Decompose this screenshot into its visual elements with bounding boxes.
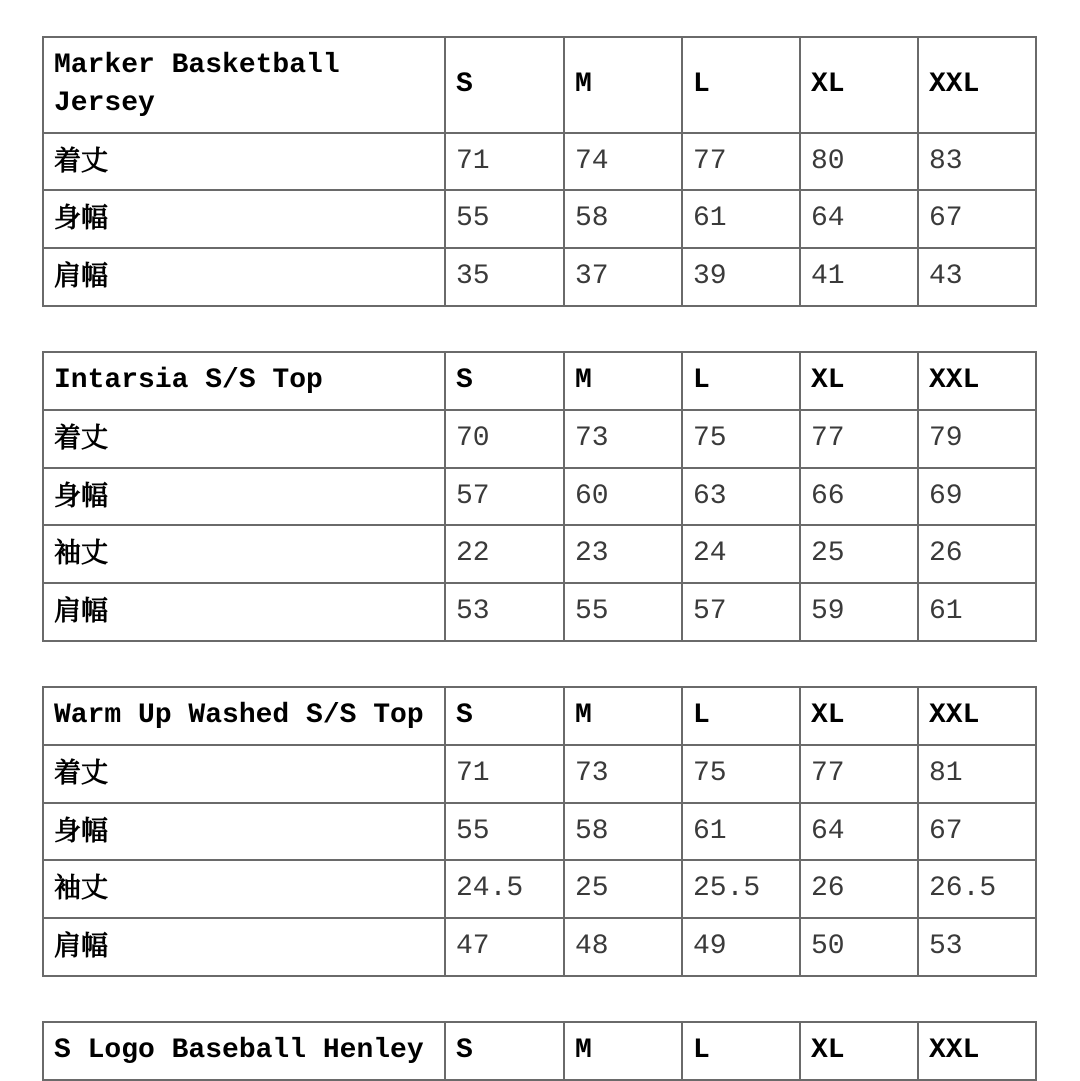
size-column-header: S [445,352,564,410]
size-column-header: M [564,687,682,745]
size-header-row [43,687,1036,745]
measurement-label-cell: 身幅 [43,190,445,248]
measurement-value-cell: 26 [800,860,918,918]
size-column-header: XL [800,352,918,410]
measurement-value-cell: 75 [682,410,800,468]
size-column-header: S [445,687,564,745]
size-column-header: L [682,37,800,133]
measurement-value-cell: 77 [682,133,800,191]
measurement-row [43,918,1036,976]
measurement-value-cell: 67 [918,803,1036,861]
measurement-row [43,190,1036,248]
size-column-header: M [564,1022,682,1080]
size-column-header: S [445,37,564,133]
size-column-header: XXL [918,687,1036,745]
size-column-header: XL [800,1022,918,1080]
measurement-value-cell: 48 [564,918,682,976]
size-column-header: XXL [918,352,1036,410]
measurement-value-cell: 25.5 [682,860,800,918]
measurement-value-cell: 75 [682,745,800,803]
measurement-value-cell: 39 [682,248,800,306]
measurement-value-cell: 58 [564,803,682,861]
measurement-value-cell: 57 [445,468,564,526]
measurement-value-cell: 79 [918,410,1036,468]
measurement-value-cell: 64 [800,190,918,248]
measurement-label-cell: 肩幅 [43,248,445,306]
measurement-row [43,248,1036,306]
measurement-value-cell: 83 [918,133,1036,191]
measurement-value-cell: 81 [918,745,1036,803]
size-column-header: L [682,352,800,410]
size-table [42,36,1037,307]
measurement-row [43,410,1036,468]
size-table [42,351,1037,642]
measurement-value-cell: 25 [800,525,918,583]
product-title-cell: Warm Up Washed S/S Top [43,687,445,745]
size-column-header: XXL [918,37,1036,133]
size-column-header: L [682,687,800,745]
measurement-value-cell: 58 [564,190,682,248]
measurement-row [43,468,1036,526]
measurement-value-cell: 35 [445,248,564,306]
measurement-value-cell: 22 [445,525,564,583]
measurement-value-cell: 61 [682,803,800,861]
size-column-header: S [445,1022,564,1080]
size-column-header: M [564,37,682,133]
measurement-value-cell: 73 [564,410,682,468]
measurement-label-cell: 着丈 [43,410,445,468]
measurement-row [43,133,1036,191]
measurement-label-cell: 袖丈 [43,525,445,583]
size-column-header: XL [800,37,918,133]
measurement-value-cell: 63 [682,468,800,526]
size-table [42,1021,1037,1081]
measurement-value-cell: 47 [445,918,564,976]
measurement-row [43,860,1036,918]
measurement-value-cell: 73 [564,745,682,803]
measurement-value-cell: 69 [918,468,1036,526]
measurement-value-cell: 70 [445,410,564,468]
size-header-row [43,37,1036,133]
measurement-value-cell: 66 [800,468,918,526]
measurement-label-cell: 着丈 [43,745,445,803]
measurement-value-cell: 59 [800,583,918,641]
measurement-value-cell: 74 [564,133,682,191]
measurement-value-cell: 61 [918,583,1036,641]
measurement-label-cell: 肩幅 [43,918,445,976]
measurement-value-cell: 71 [445,745,564,803]
measurement-value-cell: 64 [800,803,918,861]
measurement-label-cell: 身幅 [43,803,445,861]
measurement-value-cell: 57 [682,583,800,641]
measurement-value-cell: 26 [918,525,1036,583]
measurement-value-cell: 49 [682,918,800,976]
size-header-row [43,1022,1036,1080]
measurement-value-cell: 71 [445,133,564,191]
measurement-value-cell: 55 [445,190,564,248]
measurement-row [43,525,1036,583]
measurement-value-cell: 50 [800,918,918,976]
size-header-row [43,352,1036,410]
measurement-row [43,803,1036,861]
measurement-value-cell: 23 [564,525,682,583]
measurement-value-cell: 55 [445,803,564,861]
measurement-value-cell: 24.5 [445,860,564,918]
product-title-cell: Marker Basketball Jersey [43,37,445,133]
measurement-value-cell: 41 [800,248,918,306]
measurement-value-cell: 43 [918,248,1036,306]
measurement-label-cell: 身幅 [43,468,445,526]
measurement-value-cell: 24 [682,525,800,583]
measurement-value-cell: 61 [682,190,800,248]
measurement-value-cell: 80 [800,133,918,191]
measurement-label-cell: 肩幅 [43,583,445,641]
measurement-value-cell: 25 [564,860,682,918]
size-column-header: XL [800,687,918,745]
measurement-row [43,745,1036,803]
product-title-cell: S Logo Baseball Henley [43,1022,445,1080]
measurement-value-cell: 37 [564,248,682,306]
size-table [42,686,1037,977]
measurement-value-cell: 26.5 [918,860,1036,918]
measurement-label-cell: 着丈 [43,133,445,191]
size-column-header: XXL [918,1022,1036,1080]
measurement-value-cell: 53 [445,583,564,641]
measurement-label-cell: 袖丈 [43,860,445,918]
measurement-value-cell: 60 [564,468,682,526]
product-title-cell: Intarsia S/S Top [43,352,445,410]
measurement-value-cell: 77 [800,410,918,468]
measurement-value-cell: 67 [918,190,1036,248]
size-column-header: M [564,352,682,410]
measurement-value-cell: 77 [800,745,918,803]
measurement-row [43,583,1036,641]
measurement-value-cell: 55 [564,583,682,641]
size-column-header: L [682,1022,800,1080]
size-tables [42,36,1035,1081]
measurement-value-cell: 53 [918,918,1036,976]
